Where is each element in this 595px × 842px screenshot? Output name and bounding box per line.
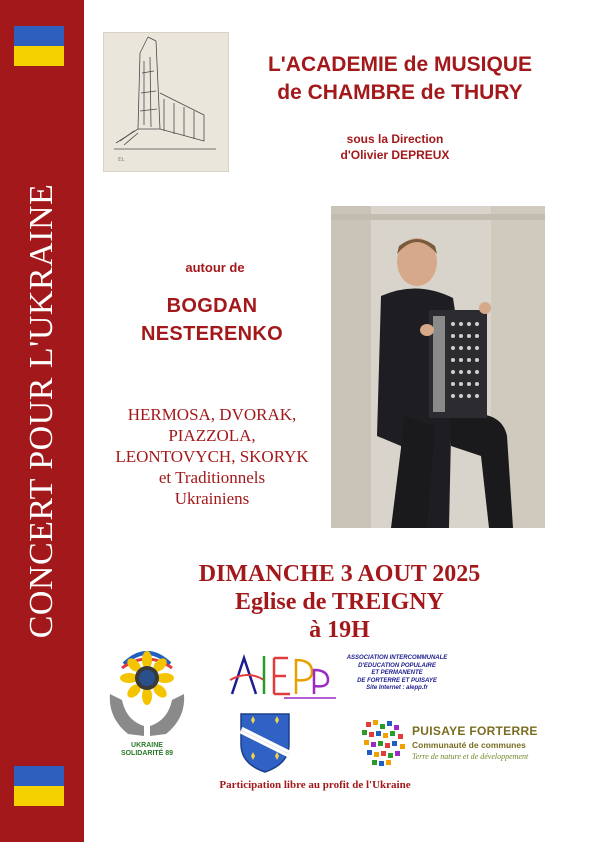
left-band <box>0 0 84 842</box>
alepp-line: ASSOCIATION INTERCOMMUNALE <box>346 655 448 661</box>
coat-of-arms-icon <box>237 710 293 774</box>
event-time: à 19H <box>309 617 370 643</box>
program-line: LEONTOVYCH, SKORYK <box>115 447 309 466</box>
program-line: HERMOSA, DVORAK, <box>127 405 297 424</box>
footer-note: Participation libre au profit de l'Ukraine <box>219 779 411 791</box>
ukraine-solidarite-label <box>104 742 190 758</box>
program-list <box>100 404 324 509</box>
direction-credit <box>310 131 480 163</box>
program-line: et Traditionnels <box>158 468 266 487</box>
program-line: PIAZZOLA, <box>168 426 256 445</box>
soloist-last-name: NESTERENKO <box>141 323 283 345</box>
church-sketch-image <box>103 32 229 172</box>
puisaye-forterre-name: PUISAYE FORTERRE <box>412 724 538 738</box>
alepp-line: DE FORTERRE ET PUISAYE <box>357 677 437 684</box>
ukraine-solidarite-logo <box>104 638 190 756</box>
svg-text:Et.: Et. <box>118 157 125 163</box>
ukraine-flag-icon <box>14 26 64 66</box>
alepp-line: ET PERMANENTE <box>371 670 423 676</box>
ukraine-label-line1: UKRAINE <box>131 742 163 749</box>
direction-line1: sous la Direction <box>346 132 444 146</box>
alepp-logo <box>228 650 340 700</box>
puisaye-forterre-subtitle: Communauté de communes <box>412 740 526 750</box>
director-name: d'Olivier DEPREUX <box>340 148 450 162</box>
event-venue: Eglise de TREIGNY <box>235 589 444 615</box>
puisaye-forterre-tagline: Terre de nature et de développement <box>412 752 529 761</box>
alepp-website: Site Internet : alepp.fr <box>366 685 428 691</box>
alepp-description <box>336 655 458 693</box>
academy-title-line2: de CHAMBRE de THURY <box>277 81 523 104</box>
vertical-title: CONCERT POUR L'UKRAINE <box>23 183 60 639</box>
academy-title-line1: L'ACADEMIE de MUSIQUE <box>267 53 532 76</box>
academy-title <box>240 51 560 107</box>
intro-text: autour de <box>185 260 245 275</box>
event-info <box>84 560 595 644</box>
event-date: DIMANCHE 3 AOUT 2025 <box>198 561 481 587</box>
ukraine-flag-icon <box>14 766 64 806</box>
soloist-first-name: BOGDAN <box>166 295 258 317</box>
soloist-name <box>110 292 314 348</box>
alepp-line: D'EDUCATION POPULAIRE <box>358 662 436 669</box>
accordionist-photo <box>331 206 545 528</box>
program-line: Ukrainiens <box>174 489 250 508</box>
ukraine-label-line2: SOLIDARITÉ 89 <box>120 750 174 757</box>
